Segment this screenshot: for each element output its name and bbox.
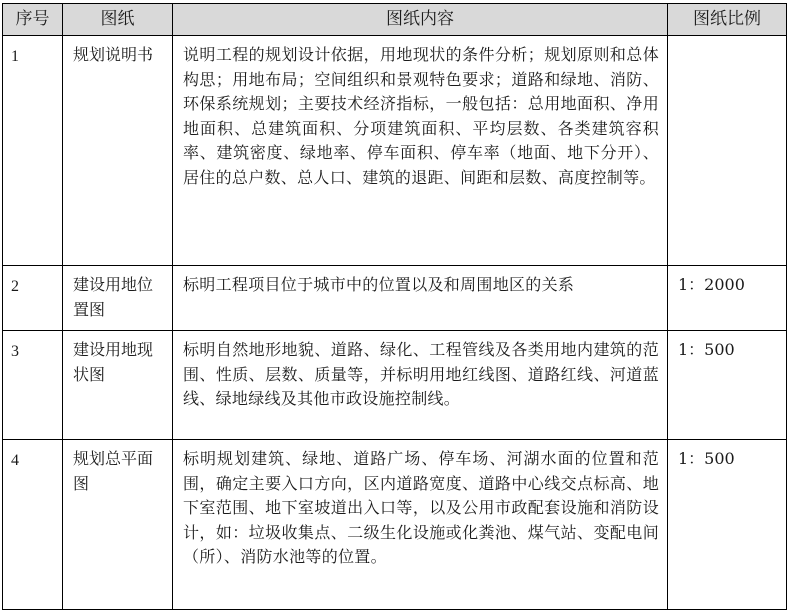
table-row — [3, 440, 787, 610]
row-content: 说明工程的规划设计依据，用地现状的条件分析；规划原则和总体构思；用地布局；空间组织和景观特色要求；道路和绿地、消防、环保系统规划；主要技术经济指标，一般包括：总用地面积、净用地面积、总建筑面积、分项建筑面积、平均层数、各类建筑容积率、建筑密度、绿地率、停车面积、停车率（地面、地下分开）、居住的总户数、总人口、建筑的退距、间距和层数、高度控制等。 — [173, 36, 668, 266]
row-number: 2 — [3, 266, 63, 331]
header-drawing: 图纸 — [63, 4, 173, 36]
header-number: 序号 — [3, 4, 63, 36]
row-number: 1 — [3, 36, 63, 266]
table-header-row — [3, 4, 787, 36]
row-content: 标明规划建筑、绿地、道路广场、停车场、河湖水面的位置和范围，确定主要入口方向，区内道路宽度、道路中心线交点标高、地下室范围、地下室坡道出入口等，以及公用市政配套设施和消防设计，如：垃圾收集点、二级生化设施或化粪池、煤气站、变配电间（所）、消防水池等的位置。 — [173, 440, 668, 610]
row-number: 4 — [3, 440, 63, 610]
drawings-table — [2, 3, 787, 610]
row-drawing-name: 规划说明书 — [63, 36, 173, 266]
row-number: 3 — [3, 331, 63, 440]
row-scale: 1：500 — [668, 440, 787, 610]
row-drawing-name: 建设用地位置图 — [63, 266, 173, 331]
table-row — [3, 36, 787, 266]
row-drawing-name: 规划总平面图 — [63, 440, 173, 610]
header-scale: 图纸比例 — [668, 4, 787, 36]
header-content: 图纸内容 — [173, 4, 668, 36]
row-content: 标明自然地形地貌、道路、绿化、工程管线及各类用地内建筑的范围、性质、层数、质量等，并标明用地红线图、道路红线、河道蓝线、绿地绿线及其他市政设施控制线。 — [173, 331, 668, 440]
row-drawing-name: 建设用地现状图 — [63, 331, 173, 440]
row-content: 标明工程项目位于城市中的位置以及和周围地区的关系 — [173, 266, 668, 331]
row-scale — [668, 36, 787, 266]
row-scale: 1：500 — [668, 331, 787, 440]
table-row — [3, 331, 787, 440]
row-scale: 1：2000 — [668, 266, 787, 331]
table-row — [3, 266, 787, 331]
